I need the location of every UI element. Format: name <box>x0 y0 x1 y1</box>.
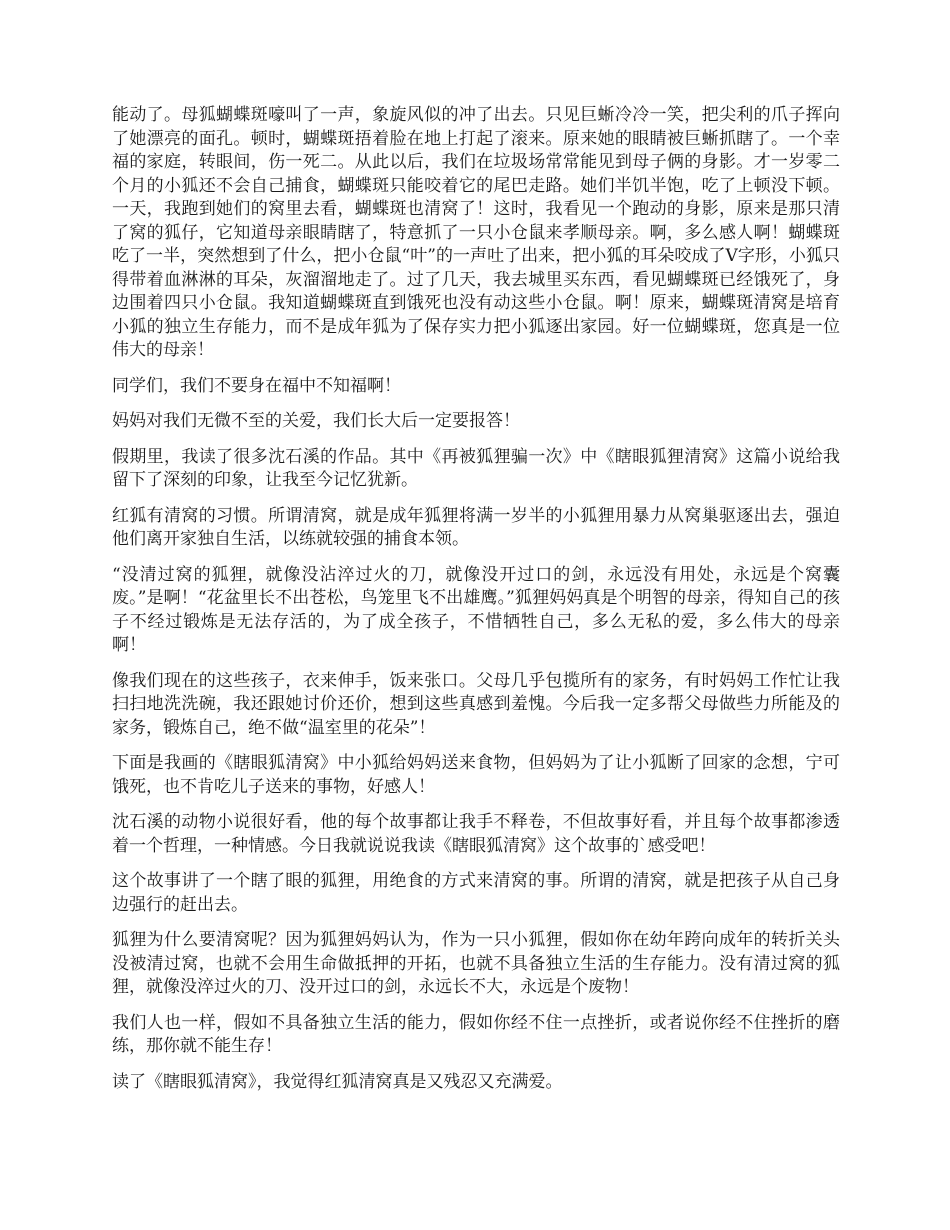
paragraph-12: 我们人也一样，假如不具备独立生活的能力，假如你经不住一点挫折，或者说你经不住挫折的磨练，那你就不能生存！ <box>112 1012 840 1056</box>
paragraph-10: 这个故事讲了一个瞎了眼的狐狸，用绝食的方式来清窝的事。所谓的清窝，就是把孩子从自己身边强行的赶出去。 <box>112 871 840 915</box>
paragraph-3: 妈妈对我们无微不至的关爱，我们长大后一定要报答！ <box>112 411 520 431</box>
paragraph-7: 像我们现在的这些孩子，衣来伸手，饭来张口。父母几乎包揽所有的家务，有时妈妈工作忙让我扫扫地洗洗碗，我还跟她讨价还价，想到这些真感到羞愧。今后我一定多帮父母做些力所能及的家务，锻炼自己，绝不做“温室里的花朵”！ <box>112 670 840 738</box>
paragraph-4: 假期里，我读了很多沈石溪的作品。其中《再被狐狸骗一次》中《瞎眼狐狸清窝》这篇小说给我留下了深刻的印象，让我至今记忆犹新。 <box>112 446 840 490</box>
document-page <box>112 104 840 1106</box>
paragraph-13: 读了《瞎眼狐清窝》，我觉得红狐清窝真是又残忍又充满爱。 <box>112 1071 563 1092</box>
paragraph-1: 能动了。母狐蝴蝶斑嚎叫了一声，象旋风似的冲了出去。只见巨蜥冷冷一笑，把尖利的爪子挥向了她漂亮的面孔。顿时，蝴蝶斑捂着脸在地上打起了滚来。原来她的眼睛被巨蜥抓瞎了。一个幸福的家庭，转眼间，伤一死二。从此以后，我们在垃圾场常常能见到母子俩的身影。才一岁零二个月的小狐还不会自己捕食，蝴蝶斑只能咬着它的尾巴走路。她们半饥半饱，吃了上顿没下顿。一天，我跑到她们的窝里去看，蝴蝶斑也清窝了！这时，我看见一个跑动的身影，原来是那只清了窝的狐仔，它知道母亲眼睛瞎了，特意抓了一只小仓鼠来孝顺母亲。啊，多么感人啊！蝴蝶斑吃了一半，突然想到了什么，把小仓鼠“叶”的一声吐了出来，把小狐的耳朵咬成了V字形，小狐只得带着血淋淋的耳朵，灰溜溜地走了。过了几天，我去城里买东西，看见蝴蝶斑已经饿死了，身边围着四只小仓鼠。我知道蝴蝶斑直到饿死也没有动这些小仓鼠。啊！原来，蝴蝶斑清窝是培育小狐的独立生存能力，而不是成年狐为了保存实力把小狐逐出家园。好一位蝴蝶斑，您真是一位伟大的母亲！ <box>112 105 840 360</box>
paragraph-5: 红狐有清窝的习惯。所谓清窝，就是成年狐狸将满一岁半的小狐狸用暴力从窝巢驱逐出去，强迫他们离开家独自生活，以练就较强的捕食本领。 <box>112 505 840 549</box>
paragraph-11: 狐狸为什么要清窝呢？因为狐狸妈妈认为，作为一只小狐狸，假如你在幼年跨向成年的转折关头没被清过窝，也就不会用生命做抵押的开拓，也就不具备独立生活的生存能力。没有清过窝的狐狸，就像没淬过火的刀、没开过口的剑，永远长不大，永远是个废物！ <box>112 930 840 997</box>
paragraph-8: 下面是我画的《瞎眼狐清窝》中小狐给妈妈送来食物，但妈妈为了让小狐断了回家的念想，宁可饿死，也不肯吃儿子送来的事物，好感人！ <box>112 753 840 797</box>
paragraph-2: 同学们，我们不要身在福中不知福啊！ <box>112 375 401 396</box>
paragraph-6: “没清过窝的狐狸，就像没沾淬过火的刀，就像没开过口的剑，永远没有用处，永远是个窝囊废。”是啊！“花盆里长不出苍松，鸟笼里飞不出雄鹰。”狐狸妈妈真是个明智的母亲，得知自己的孩子不经过锻炼是无法存活的，为了成全孩子，不惜牺牲自己，多么无私的爱，多么伟大的母亲啊！ <box>112 564 840 655</box>
paragraph-9: 沈石溪的动物小说很好看，他的每个故事都让我手不释卷，不但故事好看，并且每个故事都渗透着一个哲理，一种情感。今日我就说说我读《瞎眼狐清窝》这个故事的`感受吧！ <box>112 812 840 856</box>
